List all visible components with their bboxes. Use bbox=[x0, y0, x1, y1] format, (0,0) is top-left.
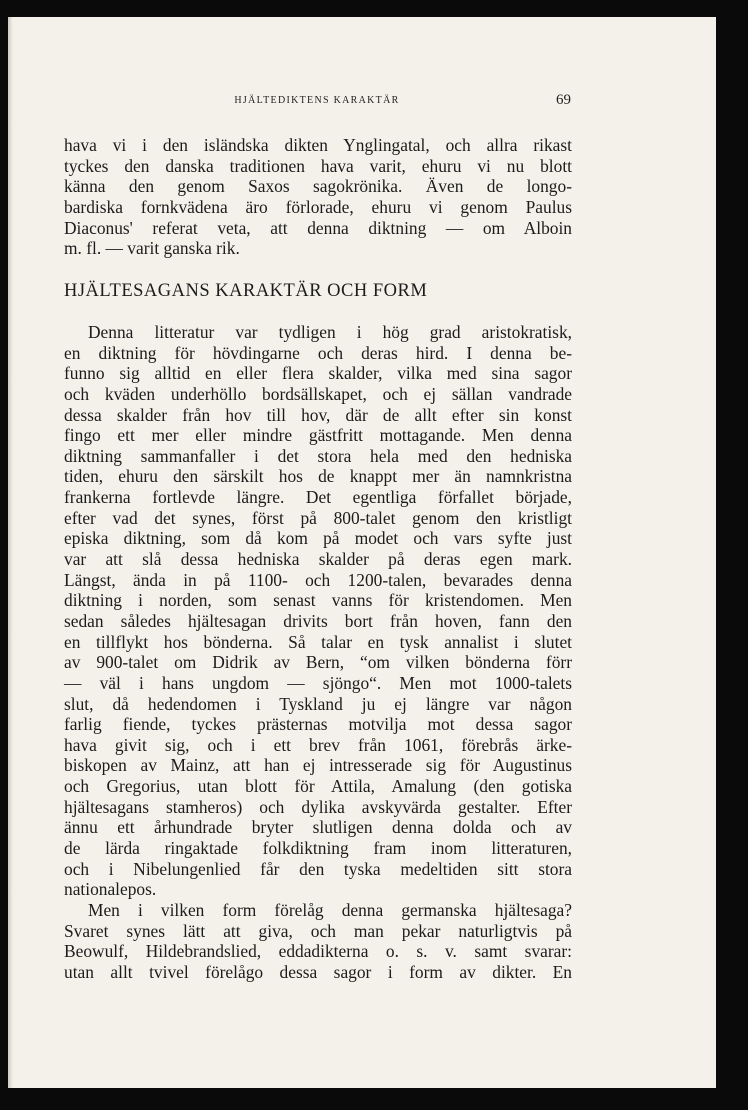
page-number: 69 bbox=[556, 92, 571, 108]
text-line: Beowulf, Hildebrandslied, eddadikterna o. s. v. samt svarar: bbox=[64, 941, 572, 962]
text-line: de lärda ringaktade folkdiktning fram inom litteraturen, bbox=[64, 838, 572, 859]
text-line: — väl i hans ungdom — sjöngo“. Men mot 1000-talets bbox=[64, 672, 572, 693]
text-line: bardiska fornkvädena äro förlorade, ehuru vi genom Paulus bbox=[64, 196, 572, 217]
text-line: av 900-talet om Didrik av Bern, “om vilken bönderna förr bbox=[64, 652, 572, 673]
text-line: tyckes den danska traditionen hava varit, ehuru vi nu blott bbox=[64, 155, 572, 176]
section-heading: HJÄLTESAGANS KARAKTÄR OCH FORM bbox=[64, 281, 428, 301]
text-line: episka diktning, som då kom på modet och vars syfte just bbox=[64, 528, 572, 549]
text-line: Diaconus' referat veta, att denna diktning — om Alboin bbox=[64, 217, 572, 238]
text-line: och i Nibelungenlied får den tyska medeltiden sitt stora bbox=[64, 858, 572, 879]
text-line: hava givit sig, och i ett brev från 1061, förebrås ärke- bbox=[64, 734, 572, 755]
text-line: dessa skalder från hov till hov, där de allt efter sin konst bbox=[64, 404, 572, 425]
paragraph-continuation bbox=[64, 135, 572, 259]
text-line: var att slå dessa hedniska skalder på deras egen mark. bbox=[64, 549, 572, 570]
text-line: en tillflykt hos bönderna. Så talar en tysk annalist i slutet bbox=[64, 631, 572, 652]
text-line: och Gregorius, utan blott för Attila, Amalung (den gotiska bbox=[64, 776, 572, 797]
text-line: diktning i norden, som senast vanns för kristendomen. Men bbox=[64, 590, 572, 611]
text-line: m. fl. — varit ganska rik. bbox=[64, 238, 240, 259]
text-line: hava vi i den isländska dikten Ynglingatal, och allra rikast bbox=[64, 135, 572, 155]
text-line: Svaret synes lätt att giva, och man pekar naturligtvis på bbox=[64, 920, 572, 941]
text-line: fingo ett mer eller mindre gästfritt mottagande. Men denna bbox=[64, 425, 572, 446]
text-line: Denna litteratur var tydligen i hög grad aristokratisk, bbox=[88, 322, 572, 342]
text-line: diktning sammanfaller i det stora hela med den hedniska bbox=[64, 445, 572, 466]
text-line: Men i vilken form förelåg denna germanska hjältesaga? bbox=[88, 899, 572, 920]
text-line: känna den genom Saxos sagokrönika. Även de longo- bbox=[64, 176, 572, 197]
text-line: farlig fiende, tyckes prästernas motvilja mot dessa sagor bbox=[64, 714, 572, 735]
text-line: tiden, ehuru den särskilt hos de knappt mer än namnkristna bbox=[64, 466, 572, 487]
text-line: nationalepos. bbox=[64, 879, 157, 900]
text-line: en diktning för hövdingarne och deras hird. I denna be- bbox=[64, 342, 572, 363]
text-line: biskopen av Mainz, att han ej intresserade sig för Augustinus bbox=[64, 755, 572, 776]
book-page bbox=[8, 17, 716, 1088]
text-line: slut, då hedendomen i Tyskland ju ej längre var någon bbox=[64, 693, 572, 714]
text-line: Längst, ända in på 1100- och 1200-talen, bevarades denna bbox=[64, 569, 572, 590]
text-line: efter vad det synes, först på 800-talet genom den kristligt bbox=[64, 507, 572, 528]
text-line: ännu ett århundrade bryter slutligen denna dolda och av bbox=[64, 817, 572, 838]
text-line: funno sig alltid en eller flera skalder, vilka med sina sagor bbox=[64, 363, 572, 384]
running-header bbox=[63, 92, 571, 113]
text-line: hjältesagans stamheros) och dylika avskyvärda gestalter. Efter bbox=[64, 796, 572, 817]
running-title: HJÄLTEDIKTENS KARAKTÄR bbox=[234, 95, 400, 106]
paragraph-main bbox=[64, 322, 572, 983]
text-line: frankerna fortlevde längre. Det egentliga förfallet började, bbox=[64, 487, 572, 508]
text-line: utan allt tvivel förelågo dessa sagor i form av dikter. En bbox=[64, 961, 572, 982]
text-line: sedan således hjältesagan drivits bort från hoven, fann den bbox=[64, 610, 572, 631]
text-line: och kväden underhöllo bordsällskapet, och ej sällan vandrade bbox=[64, 383, 572, 404]
